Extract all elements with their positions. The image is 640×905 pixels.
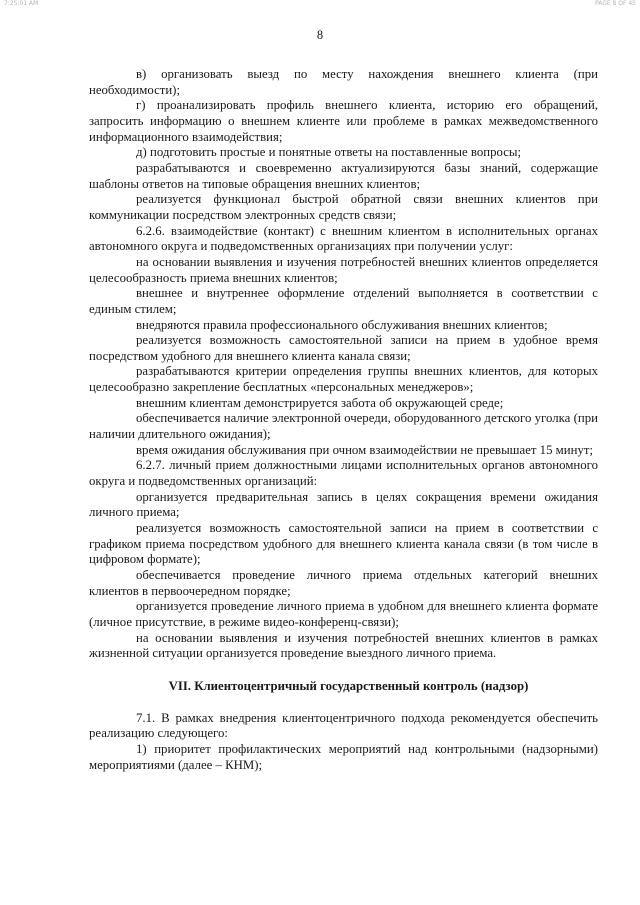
paragraph: г) проанализировать профиль внешнего клиента, историю его обращений, запросить информацию о внешнем клиенте или проблеме в рамках межведомственного информационного взаимодействия;: [89, 98, 598, 144]
document-body: [89, 67, 598, 773]
paragraph: 7.1. В рамках внедрения клиентоцентричного подхода рекомендуется обеспечить реализацию следующего:: [89, 710, 598, 741]
paragraph: в) организовать выезд по месту нахождения внешнего клиента (при необходимости);: [89, 67, 598, 97]
paragraph: реализуется возможность самостоятельной записи на прием в удобное время посредством удобного для внешнего клиента канала связи;: [89, 333, 598, 363]
header-timestamp: 7:25:01 AM: [4, 0, 39, 7]
paragraph: реализуется возможность самостоятельной записи на прием в соответствии с графиком приема посредством удобного для внешнего клиента канала связи (в том числе в цифровом формате);: [89, 521, 598, 567]
paragraph: на основании выявления и изучения потребностей внешних клиентов в рамках жизненной ситуации организуется проведение выездного личного приема.: [89, 630, 598, 661]
paragraph: на основании выявления и изучения потребностей внешних клиентов определяется целесообразность приема внешних клиентов;: [89, 254, 598, 285]
paragraph: 1) приоритет профилактических мероприятий над контрольными (надзорными) мероприятиями (далее – КНМ);: [89, 741, 598, 772]
paragraph: внедряются правила профессионального обслуживания внешних клиентов;: [136, 317, 548, 332]
paragraph: разрабатываются критерии определения группы внешних клиентов, для которых целесообразно закрепление бесплатных «персональных менеджеров»;: [89, 364, 598, 395]
header-page-counter: PAGE 8 OF 45: [594, 0, 636, 7]
paragraph: обеспечивается проведение личного приема отдельных категорий внешних клиентов в первоочередном порядке;: [89, 568, 598, 598]
paragraph: обеспечивается наличие электронной очереди, оборудованного детского уголка (при наличии длительного ожидания);: [89, 411, 598, 442]
paragraph: реализуется функционал быстрой обратной связи внешних клиентов при коммуникации посредством электронных средств связи;: [89, 192, 598, 222]
paragraph: организуется предварительная запись в целях сокращения времени ожидания личного приема;: [89, 489, 598, 520]
paragraph: 6.2.7. личный прием должностными лицами исполнительных органов автономного округа и подведомственных организаций:: [89, 458, 598, 489]
paragraph: время ожидания обслуживания при очном взаимодействии не превышает 15 минут;: [136, 442, 594, 457]
paragraph: организуется проведение личного приема в удобном для внешнего клиента формате (личное присутствие, в режиме видео-конференц-связи);: [89, 599, 598, 629]
paragraph: разрабатываются и своевременно актуализируются базы знаний, содержащие шаблоны ответов на типовые обращения внешних клиентов;: [89, 160, 598, 191]
page-number: 8: [316, 28, 324, 42]
paragraph: д) подготовить простые и понятные ответы на поставленные вопросы;: [136, 145, 522, 160]
paragraph: внешнее и внутреннее оформление отделений выполняется в соответствии с единым стилем;: [89, 286, 598, 316]
paragraph: 6.2.6. взаимодействие (контакт) с внешним клиентом в исполнительных органах автономного округа и подведомственных организациях при получении услуг:: [89, 223, 598, 254]
paragraph: внешним клиентам демонстрируется забота об окружающей среде;: [136, 395, 504, 410]
section-heading: VII. Клиентоцентричный государственный контроль (надзор): [168, 678, 529, 693]
